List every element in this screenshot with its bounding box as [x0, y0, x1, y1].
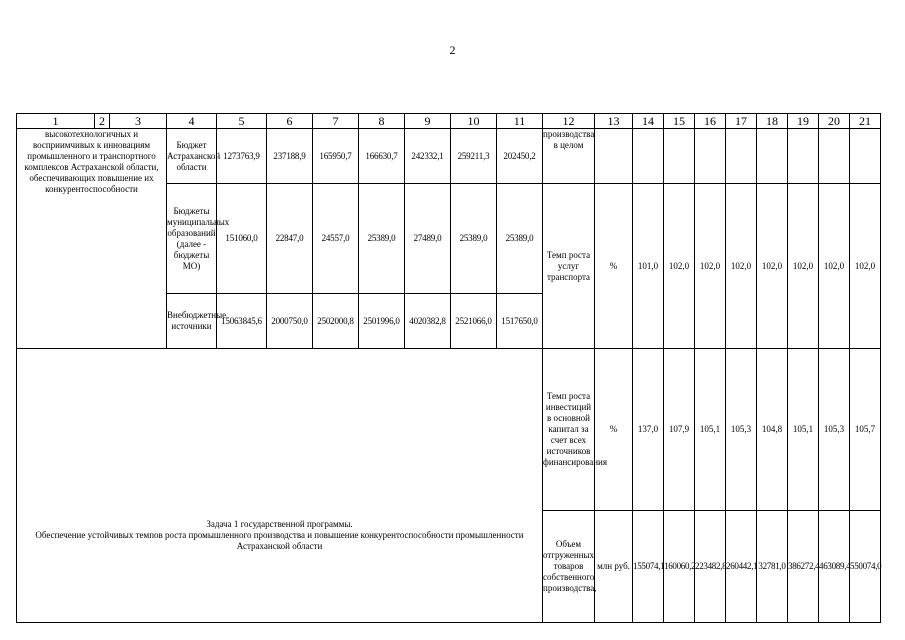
target-value: 101,0 [633, 184, 664, 349]
target-value: 386272,4 [788, 511, 819, 623]
empty-cell [757, 129, 788, 184]
header-row [17, 114, 881, 129]
table-row [17, 129, 881, 184]
task-block [17, 349, 543, 623]
empty-cell [633, 129, 664, 184]
column-header: 4 [167, 114, 217, 129]
column-header: 18 [757, 114, 788, 129]
target-value: 155074,1 [633, 511, 664, 623]
column-header: 8 [359, 114, 405, 129]
column-header: 21 [850, 114, 881, 129]
amount-cell: 202450,2 [497, 129, 543, 184]
amount-cell: 2501996,0 [359, 294, 405, 349]
empty-cell [788, 129, 819, 184]
table-row [17, 349, 881, 511]
target-value: 102,0 [726, 184, 757, 349]
amount-cell: 165950,7 [313, 129, 359, 184]
target-value: 105,1 [695, 349, 726, 511]
empty-cell [664, 129, 695, 184]
column-header: 11 [497, 114, 543, 129]
indicator-name: Объем отгруженных товаров собственного производства, [543, 511, 595, 623]
amount-cell: 237188,9 [267, 129, 313, 184]
amount-cell: 259211,3 [451, 129, 497, 184]
funding-source: Бюджет Астраханской области [167, 129, 217, 184]
indicator-name: производства в целом [543, 129, 595, 184]
amount-cell: 2000750,0 [267, 294, 313, 349]
target-value: 102,0 [819, 184, 850, 349]
amount-cell: 166630,7 [359, 129, 405, 184]
column-header: 6 [267, 114, 313, 129]
target-value: 105,3 [819, 349, 850, 511]
amount-cell: 151060,0 [217, 184, 267, 294]
target-value: 102,0 [757, 184, 788, 349]
amount-cell: 22847,0 [267, 184, 313, 294]
target-value: 104,8 [757, 349, 788, 511]
column-header: 2 [95, 114, 110, 129]
amount-cell: 242332,1 [405, 129, 451, 184]
target-value: 102,0 [850, 184, 881, 349]
target-value: 102,0 [788, 184, 819, 349]
indicator-name: Темп роста услуг транспорта [543, 184, 595, 349]
amount-cell: 24557,0 [313, 184, 359, 294]
column-header: 3 [110, 114, 167, 129]
target-value: 105,7 [850, 349, 881, 511]
task-title: Задача 1 государственной программы. [206, 519, 353, 529]
column-header: 9 [405, 114, 451, 129]
funding-source: Внебюджетные источники [167, 294, 217, 349]
target-value: 223482,8 [695, 511, 726, 623]
amount-cell: 1517650,0 [497, 294, 543, 349]
target-value: 107,9 [664, 349, 695, 511]
target-value: 105,3 [726, 349, 757, 511]
unit-cell: % [595, 349, 633, 511]
column-header: 5 [217, 114, 267, 129]
amount-cell: 27489,0 [405, 184, 451, 294]
unit-cell: % [595, 184, 633, 349]
target-value: 32781,0 [757, 511, 788, 623]
indicator-name: Темп роста инвестиций в основной капитал за счет всех источников финансирования [543, 349, 595, 511]
empty-cell [819, 129, 850, 184]
empty-cell [726, 129, 757, 184]
column-header: 15 [664, 114, 695, 129]
target-value: 102,0 [695, 184, 726, 349]
target-value: 260442,1 [726, 511, 757, 623]
empty-cell [695, 129, 726, 184]
column-header: 10 [451, 114, 497, 129]
target-value: 550074,0 [850, 511, 881, 623]
target-value: 137,0 [633, 349, 664, 511]
amount-cell: 4020382,8 [405, 294, 451, 349]
column-header: 19 [788, 114, 819, 129]
column-header: 12 [543, 114, 595, 129]
page-number: 2 [449, 43, 456, 57]
column-header: 7 [313, 114, 359, 129]
column-header: 14 [633, 114, 664, 129]
column-header: 17 [726, 114, 757, 129]
column-header: 1 [17, 114, 95, 129]
unit-cell: млн руб. [595, 511, 633, 623]
target-value: 463089,4 [819, 511, 850, 623]
column-header: 13 [595, 114, 633, 129]
amount-cell: 25389,0 [497, 184, 543, 294]
column-header: 20 [819, 114, 850, 129]
column-header: 16 [695, 114, 726, 129]
target-value: 160060,2 [664, 511, 695, 623]
amount-cell: 2502000,8 [313, 294, 359, 349]
target-value: 102,0 [664, 184, 695, 349]
empty-cell [850, 129, 881, 184]
empty-cell [595, 129, 633, 184]
amount-cell: 25389,0 [451, 184, 497, 294]
measure-description: высокотехнологичных и восприимчивых к инновациям промышленного и транспортного комплексов Астраханской области, обеспечивающих повышение их конкурентоспособности [17, 129, 167, 349]
target-value: 105,1 [788, 349, 819, 511]
amount-cell: 15063845,6 [217, 294, 267, 349]
amount-cell: 25389,0 [359, 184, 405, 294]
amount-cell: 2521066,0 [451, 294, 497, 349]
program-table [16, 113, 881, 623]
task-text: Обеспечение устойчивых темпов роста промышленного производства и повышение конкурентоспособности промышленности Астраханской области [35, 530, 524, 551]
amount-cell: 1273763,9 [217, 129, 267, 184]
funding-source: Бюджеты муниципальных образований (далее - бюджеты МО) [167, 184, 217, 294]
